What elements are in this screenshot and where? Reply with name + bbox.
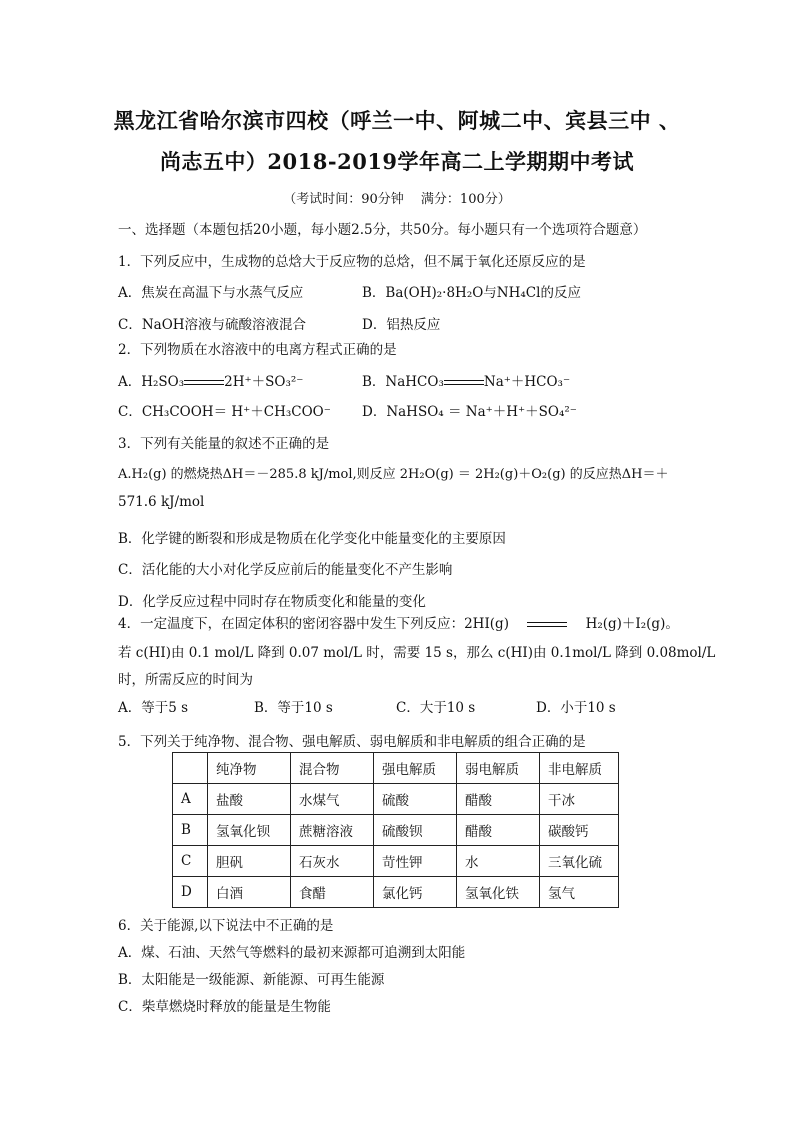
q2-a-reactant: A．H₂SO₃ <box>118 374 185 390</box>
table-header-cell: 非电解质 <box>540 753 619 784</box>
table-cell: 水煤气 <box>291 784 374 815</box>
table-cell: 胆矾 <box>208 846 291 877</box>
table-cell: 氯化钙 <box>374 877 457 908</box>
q1-option-a: A．焦炭在高温下与水蒸气反应 <box>118 285 304 301</box>
q1-option-c: C．NaOH溶液与硫酸溶液混合 <box>118 317 307 333</box>
q1-stem: 1．下列反应中，生成物的总焓大于反应物的总焓，但不属于氧化还原反应的是 <box>118 254 586 270</box>
table-cell: 醋酸 <box>457 784 540 815</box>
table-header-cell: 强电解质 <box>374 753 457 784</box>
exam-info: （考试时间：90分钟 满分：100分） <box>283 192 511 207</box>
q2-option-a <box>118 370 303 390</box>
q2-option-b <box>362 370 570 390</box>
q4-option-a: A．等于5 s <box>118 700 189 716</box>
table-cell: 氢氧化钡 <box>208 815 291 846</box>
q4-stem <box>118 612 679 632</box>
q4-line2: 若 c(HI)由 0.1 mol/L 降到 0.07 mol/L 时，需要 15 s，那么 c(HI)由 0.1mol/L 降到 0.08mol/L <box>118 645 716 661</box>
q5-stem: 5．下列关于纯净物、混合物、强电解质、弱电解质和非电解质的组合正确的是 <box>118 734 586 750</box>
exam-title-line2: 尚志五中）2018-2019学年高二上学期期中考试 <box>159 149 635 174</box>
q2-b-products: Na⁺＋HCO₃⁻ <box>483 374 571 390</box>
q6-option-a: A．煤、石油、天然气等燃料的最初来源都可追溯到太阳能 <box>118 945 466 961</box>
q6-option-b: B．太阳能是一级能源、新能源、可再生能源 <box>118 972 385 988</box>
table-cell: 石灰水 <box>291 846 374 877</box>
q3-option-c: C．活化能的大小对化学反应前后的能量变化不产生影响 <box>118 562 453 578</box>
q4-option-c: C．大于10 s <box>396 700 476 716</box>
reversible-arrow-icon <box>527 620 567 630</box>
section-heading: 一、选择题（本题包括20小题，每小题2.5分，共50分。每小题只有一个选项符合题意） <box>118 222 647 238</box>
q2-a-products: 2H⁺＋SO₃²⁻ <box>224 374 304 390</box>
table-cell: 食醋 <box>291 877 374 908</box>
table-cell: 干冰 <box>540 784 619 815</box>
table-row <box>173 815 619 846</box>
table-cell: 蔗糖溶液 <box>291 815 374 846</box>
reversible-arrow-icon <box>444 378 484 388</box>
q3-stem: 3．下列有关能量的叙述不正确的是 <box>118 436 330 452</box>
q1-option-d: D．铝热反应 <box>362 317 441 333</box>
table-cell: B <box>173 815 208 846</box>
reversible-arrow-icon <box>184 378 224 388</box>
q3-option-b: B．化学键的断裂和形成是物质在化学变化中能量变化的主要原因 <box>118 531 506 547</box>
q2-b-reactant: B．NaHCO₃ <box>362 374 444 390</box>
table-row <box>173 877 619 908</box>
table-cell: 三氧化硫 <box>540 846 619 877</box>
table-cell: A <box>173 784 208 815</box>
q2-option-c: C．CH₃COOH＝ H⁺＋CH₃COO⁻ <box>118 404 331 420</box>
exam-title-line1: 黑龙江省哈尔滨市四校（呼兰一中、阿城二中、宾县三中 、 <box>113 108 681 133</box>
q3-option-a-line1: A.H₂(g) 的燃烧热ΔH＝－285.8 kJ/mol,则反应 2H₂O(g) ＝ 2H₂(g)＋O₂(g) 的反应热ΔH＝＋ <box>118 467 669 482</box>
table-cell: 氢气 <box>540 877 619 908</box>
table-cell <box>173 753 208 784</box>
table-cell: 白酒 <box>208 877 291 908</box>
q6-stem: 6．关于能源,以下说法中不正确的是 <box>118 918 334 934</box>
q6-option-c: C．柴草燃烧时释放的能量是生物能 <box>118 999 331 1015</box>
q2-stem: 2．下列物质在水溶液中的电离方程式正确的是 <box>118 342 397 358</box>
table-cell: 碳酸钙 <box>540 815 619 846</box>
q3-option-d: D．化学反应过程中同时存在物质变化和能量的变化 <box>118 594 426 610</box>
table-cell: D <box>173 877 208 908</box>
table-row <box>173 784 619 815</box>
q4-stem-right: H₂(g)＋I₂(g)。 <box>585 616 679 632</box>
q4-option-d: D．小于10 s <box>536 700 616 716</box>
table-cell: 醋酸 <box>457 815 540 846</box>
table-cell: 氢氧化铁 <box>457 877 540 908</box>
q4-line3: 时，所需反应的时间为 <box>118 672 253 688</box>
table-cell: C <box>173 846 208 877</box>
q5-table <box>172 752 619 908</box>
table-row <box>173 846 619 877</box>
q3-option-a-line2: 571.6 kJ/mol <box>118 494 205 510</box>
q1-option-b: B．Ba(OH)₂·8H₂O与NH₄Cl的反应 <box>362 285 581 301</box>
table-header-row <box>173 753 619 784</box>
table-cell: 硫酸钡 <box>374 815 457 846</box>
table-cell: 水 <box>457 846 540 877</box>
table-cell: 硫酸 <box>374 784 457 815</box>
table-cell: 盐酸 <box>208 784 291 815</box>
table-cell: 苛性钾 <box>374 846 457 877</box>
table-header-cell: 弱电解质 <box>457 753 540 784</box>
q4-option-b: B．等于10 s <box>254 700 333 716</box>
q2-option-d: D．NaHSO₄ ＝ Na⁺＋H⁺＋SO₄²⁻ <box>362 404 577 420</box>
table-header-cell: 纯净物 <box>208 753 291 784</box>
q4-stem-left: 4．一定温度下，在固定体积的密闭容器中发生下列反应：2HI(g) <box>118 616 509 632</box>
table-header-cell: 混合物 <box>291 753 374 784</box>
